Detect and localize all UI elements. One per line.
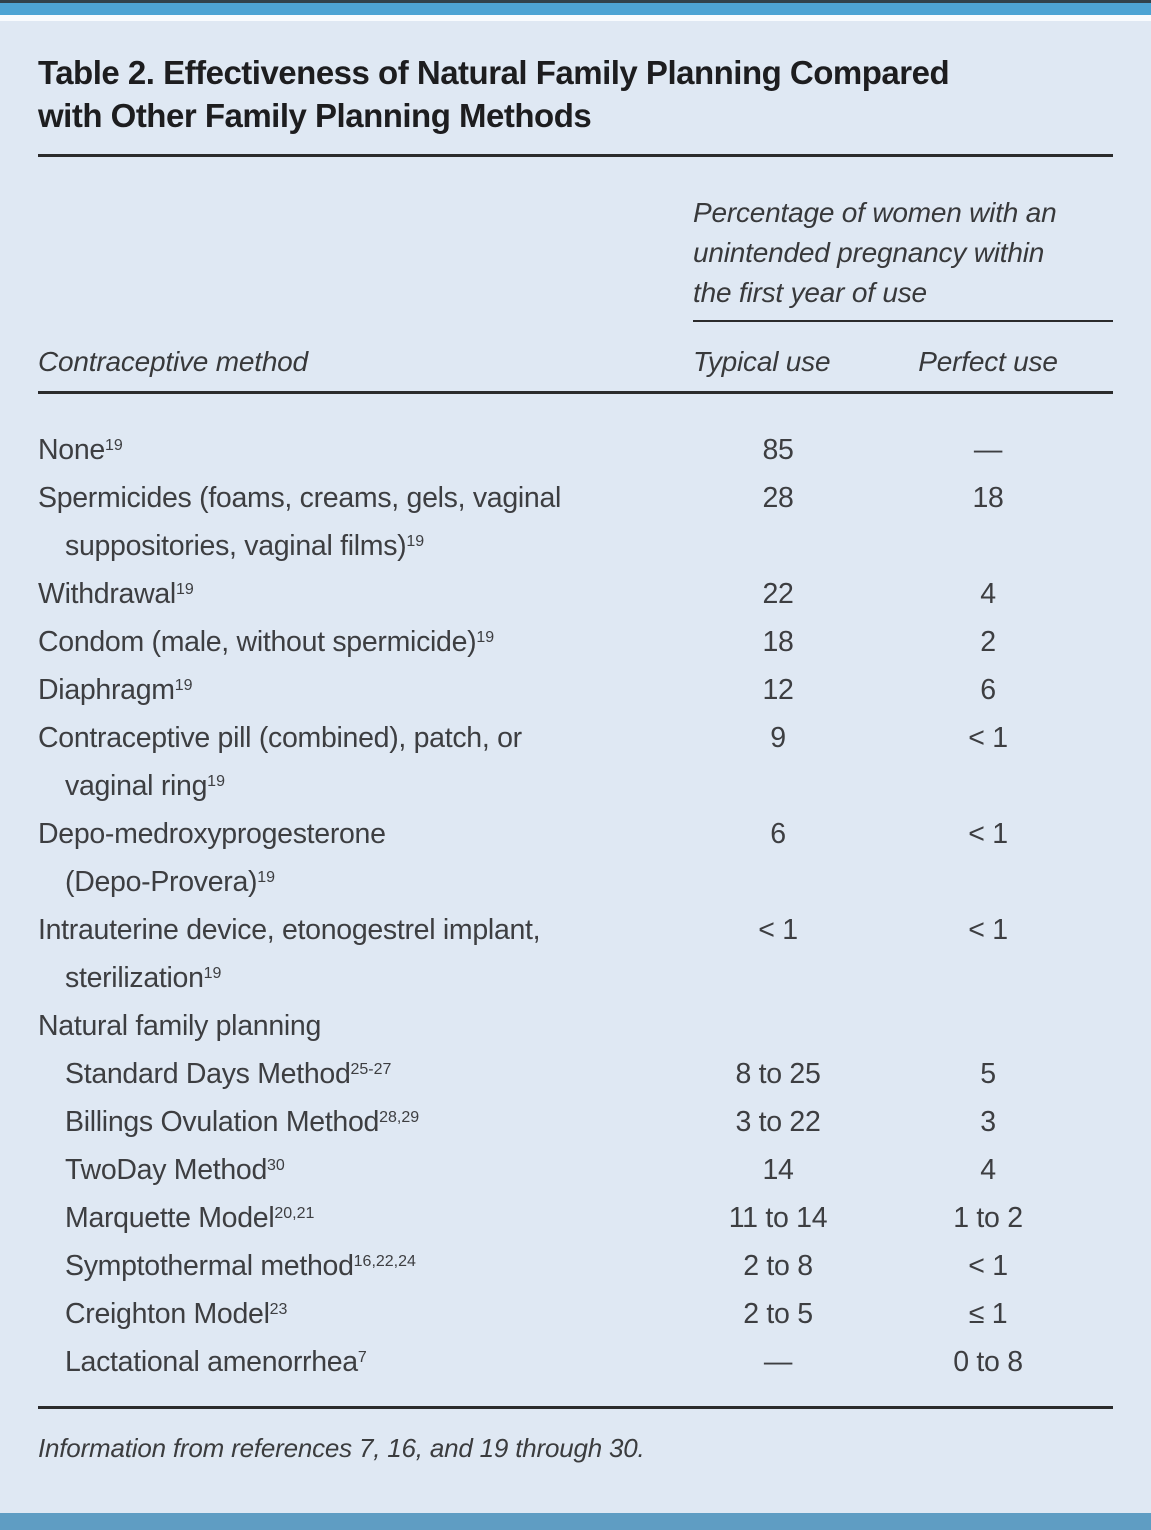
column-header-typical: Typical use <box>693 346 831 377</box>
typical-use-value: 14 <box>762 1154 794 1186</box>
reference-superscript: 25-27 <box>350 1061 392 1079</box>
reference-superscript: 19 <box>476 629 495 647</box>
table-row-group-header <box>38 1002 1113 1050</box>
spanner-header-cell <box>693 193 1113 322</box>
typical-use-value: 85 <box>762 434 794 466</box>
table-row <box>38 1242 1113 1290</box>
reference-superscript: 23 <box>269 1301 288 1319</box>
method-cell <box>38 426 693 474</box>
perfect-use-value: 18 <box>972 482 1004 514</box>
method-cell <box>38 1290 693 1338</box>
typical-use-value: 9 <box>770 722 786 754</box>
method-cell <box>38 1002 693 1050</box>
method-cell <box>38 474 693 570</box>
table-row <box>38 1338 1113 1386</box>
top-accent-bar <box>0 3 1151 15</box>
table-body <box>38 426 1113 1386</box>
method-cell <box>38 570 693 618</box>
column-header-perfect: Perfect use <box>918 346 1058 377</box>
typical-use-value: 28 <box>762 482 794 514</box>
typical-use-value: 22 <box>762 578 794 610</box>
perfect-use-value: < 1 <box>968 722 1008 754</box>
method-text: Diaphragm <box>38 674 175 706</box>
table-row <box>38 906 1113 1002</box>
typical-use-value: 2 to 5 <box>743 1298 813 1330</box>
method-text: TwoDay Method <box>65 1154 268 1186</box>
method-cell <box>38 1194 693 1242</box>
method-text: Billings Ovulation Method <box>65 1106 380 1138</box>
method-text: None <box>38 434 105 466</box>
reference-superscript: 19 <box>174 677 193 695</box>
perfect-use-value: 4 <box>980 1154 996 1186</box>
table-panel <box>0 21 1151 1513</box>
spanner-header-text: Percentage of women with an unintended pregnancy within the first year of use <box>693 197 1057 308</box>
perfect-use-value: 4 <box>980 578 996 610</box>
table-row <box>38 570 1113 618</box>
table-row <box>38 1194 1113 1242</box>
method-text: Depo-medroxyprogesterone <box>38 818 386 850</box>
method-text: Lactational amenorrhea <box>65 1346 358 1378</box>
typical-use-value: 3 to 22 <box>735 1106 821 1138</box>
typical-use-value: 6 <box>770 818 786 850</box>
table-row <box>38 1050 1113 1098</box>
typical-use-value: < 1 <box>758 914 798 946</box>
reference-superscript: 19 <box>175 581 194 599</box>
perfect-use-value: < 1 <box>968 1250 1008 1282</box>
method-text: Contraceptive pill (combined), patch, or <box>38 722 522 754</box>
spanner-spacer <box>38 193 693 322</box>
method-cell <box>38 906 693 1002</box>
perfect-use-value: < 1 <box>968 914 1008 946</box>
method-text: Standard Days Method <box>65 1058 351 1090</box>
perfect-use-value: 5 <box>980 1058 996 1090</box>
spanner-underline <box>693 320 1113 322</box>
method-cell <box>38 1050 693 1098</box>
bottom-rule <box>38 1406 1113 1409</box>
reference-superscript: 28,29 <box>379 1109 420 1127</box>
method-cell <box>38 1098 693 1146</box>
table-row <box>38 618 1113 666</box>
method-cell <box>38 666 693 714</box>
method-text: Intrauterine device, etonogestrel implant, <box>38 914 541 946</box>
reference-superscript: 16,22,24 <box>353 1253 416 1271</box>
method-text: Spermicides (foams, creams, gels, vaginal <box>38 482 562 514</box>
table-source-note: Information from references 7, 16, and 19 through 30. <box>38 1433 645 1463</box>
method-cell <box>38 618 693 666</box>
table-row <box>38 1146 1113 1194</box>
typical-use-value: — <box>763 1346 793 1378</box>
perfect-use-value: < 1 <box>968 818 1008 850</box>
method-cell <box>38 810 693 906</box>
table-row <box>38 1098 1113 1146</box>
column-header-row <box>38 346 1113 378</box>
reference-superscript: 30 <box>267 1157 285 1175</box>
method-text: Condom (male, without spermicide) <box>38 626 477 658</box>
typical-use-value <box>693 1002 863 1050</box>
method-text: Symptothermal method <box>65 1250 354 1282</box>
table-row <box>38 810 1113 906</box>
table-row <box>38 474 1113 570</box>
method-cell <box>38 1242 693 1290</box>
perfect-use-value: — <box>973 434 1003 466</box>
reference-superscript: 20,21 <box>274 1205 315 1223</box>
method-cell <box>38 1338 693 1386</box>
method-text: Withdrawal <box>38 578 176 610</box>
reference-superscript: 19 <box>203 965 222 983</box>
table-row <box>38 666 1113 714</box>
method-cell <box>38 1146 693 1194</box>
perfect-use-value: ≤ 1 <box>968 1298 1008 1330</box>
method-text-line2: vaginal ring$^{19}$ <box>65 770 225 802</box>
reference-superscript: 19 <box>207 773 225 791</box>
perfect-use-value: 6 <box>980 674 996 706</box>
header-rule <box>38 391 1113 394</box>
column-header-method: Contraceptive method <box>38 346 308 377</box>
method-text: Creighton Model <box>65 1298 270 1330</box>
method-cell <box>38 714 693 810</box>
spanner-header-row <box>38 193 1113 322</box>
typical-use-value: 18 <box>762 626 794 658</box>
bottom-accent-bar <box>0 1513 1151 1530</box>
method-text: Marquette Model <box>65 1202 275 1234</box>
method-text-line2: suppositories, vaginal films)$^{19}$ <box>65 530 425 562</box>
perfect-use-value: 0 to 8 <box>953 1346 1023 1378</box>
typical-use-value: 12 <box>762 674 794 706</box>
perfect-use-value: 2 <box>980 626 996 658</box>
method-text: Natural family planning <box>38 1010 321 1042</box>
typical-use-value: 11 to 14 <box>728 1202 828 1234</box>
reference-superscript: 19 <box>104 437 123 455</box>
method-text-line2: (Depo-Provera)$^{19}$ <box>65 866 275 898</box>
reference-superscript: 19 <box>257 869 275 887</box>
method-text-line2: sterilization$^{19}$ <box>65 962 222 994</box>
table-row <box>38 426 1113 474</box>
perfect-use-value: 1 to 2 <box>953 1202 1023 1234</box>
table-title: Table 2. Effectiveness of Natural Family Planning Compared with Other Family Planning Methods <box>38 54 950 134</box>
perfect-use-value <box>863 1002 1113 1050</box>
table-row <box>38 714 1113 810</box>
perfect-use-value: 3 <box>980 1106 996 1138</box>
reference-superscript: 19 <box>406 533 425 551</box>
reference-superscript: 7 <box>357 1349 367 1367</box>
table-row <box>38 1290 1113 1338</box>
typical-use-value: 2 to 8 <box>743 1250 813 1282</box>
title-rule <box>38 154 1113 157</box>
typical-use-value: 8 to 25 <box>735 1058 821 1090</box>
